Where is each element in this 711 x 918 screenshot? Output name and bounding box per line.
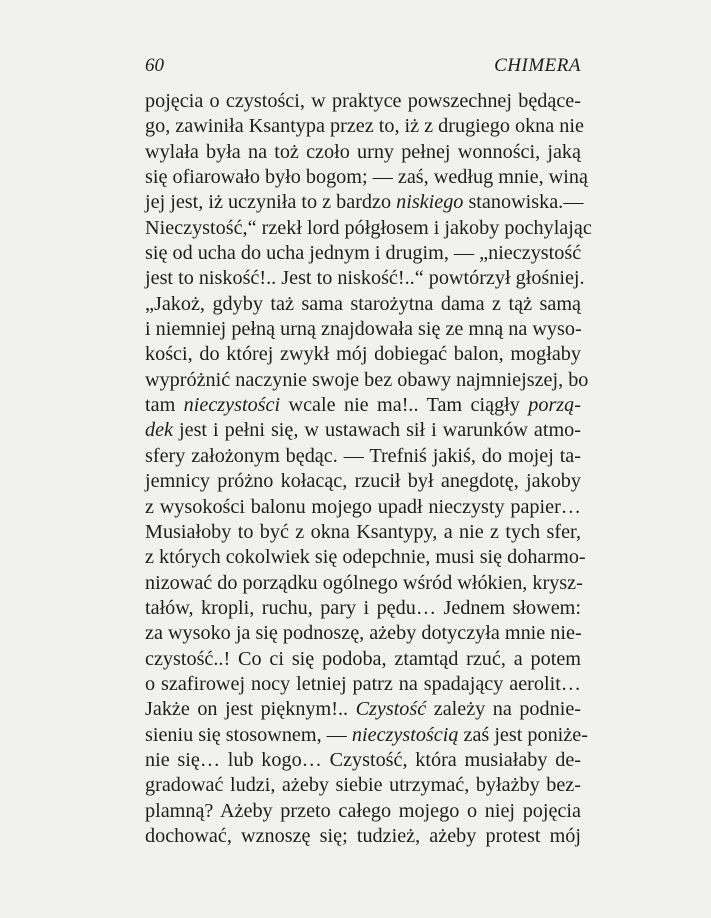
- italic-text: niskiego: [396, 191, 464, 214]
- text-line: [145, 824, 581, 849]
- text-line: [145, 723, 588, 748]
- journal-title: CHIMERA: [494, 55, 581, 76]
- italic-text: nieczystości: [183, 394, 281, 417]
- text-line: [145, 469, 581, 494]
- text-segment: „Jakoż, gdyby taż sama starożytna dama z tąż samą: [145, 292, 581, 315]
- text-line: [145, 241, 581, 266]
- page-number: 60: [145, 55, 164, 76]
- text-segment: pojęcia o czystości, w praktyce powszechnej będące-: [145, 90, 581, 112]
- text-line: [145, 114, 584, 139]
- text-line: [145, 89, 581, 114]
- text-segment: czystość..! Co ci się podoba, ztamtąd rzuć, a potem: [145, 647, 581, 670]
- text-segment: dochować, wznoszę się; tudzież, ażeby protest mój: [145, 824, 581, 847]
- text-segment: sieniu się stosownem, —: [145, 723, 352, 746]
- text-line: [145, 292, 581, 317]
- text-segment: się ofiarowało było bogom; — zaś, według mnie, winą: [145, 166, 588, 189]
- text-line: [145, 596, 581, 621]
- text-line: [145, 571, 581, 596]
- text-line: [145, 672, 581, 697]
- text-line: [145, 697, 581, 722]
- running-head: [145, 53, 581, 79]
- text-line: [145, 799, 581, 824]
- italic-text: nieczystością: [351, 723, 459, 746]
- text-line: [145, 444, 581, 469]
- text-segment: Jakże on jest pięknym!..: [145, 698, 356, 721]
- text-line: [145, 418, 581, 443]
- italic-text: porzą-: [528, 394, 581, 417]
- text-segment: i niemniej pełną urną znajdowała się ze mną na wyso-: [145, 318, 582, 341]
- text-line: [145, 190, 584, 215]
- text-line: [145, 317, 581, 342]
- text-line: [145, 140, 581, 165]
- text-segment: zaś jest poniże-: [458, 723, 588, 746]
- text-segment: z których cokolwiek się odepchnie, musi się doharmo-: [145, 546, 586, 569]
- text-line: [145, 368, 589, 393]
- text-segment: jest to niskość!.. Jest to niskość!..“ powtórzył głośniej.: [145, 267, 585, 290]
- text-line: [145, 216, 592, 241]
- text-segment: Musiałoby to być z okna Ksantypy, a nie z tych sfer,: [145, 520, 581, 543]
- text-line: [145, 773, 581, 798]
- text-line: [145, 495, 581, 520]
- text-line: [145, 393, 581, 418]
- text-segment: nizować do porządku ogólnego wśród włókien, krysz-: [145, 571, 583, 594]
- text-line: [145, 266, 585, 291]
- text-segment: nie się… lub kogo… Czystość, która musiałaby de-: [145, 748, 581, 771]
- text-segment: jemnicy próżno kołacąc, rzucił był anegdotę, jakoby: [145, 470, 581, 493]
- text-segment: stanowiska.—: [463, 191, 584, 214]
- text-segment: tałów, kropli, ruchu, pary i pędu… Jednem słowem:: [145, 596, 581, 619]
- text-segment: wypróżnić naczynie swoje bez obawy najmniejszej, bo: [145, 368, 589, 391]
- text-segment: o szafirowej nocy letniej patrz na spadający aerolit…: [145, 672, 581, 695]
- text-line: [145, 520, 581, 545]
- text-segment: Nieczystość,“ rzekł lord półgłosem i jakoby pochylając: [145, 216, 592, 239]
- text-segment: go, zawiniła Ksantypa przez to, iż z drugiego okna nie: [145, 115, 584, 138]
- text-segment: zależy na podnie-: [426, 698, 582, 721]
- text-segment: za wysoko ja się podnoszę, ażeby dotyczyła mnie nie-: [145, 622, 582, 645]
- text-segment: z wysokości balonu mojego upadł nieczysty papier…: [145, 495, 581, 518]
- text-segment: wylała była na toż czoło urny pełnej wonności, jaką: [145, 140, 581, 163]
- text-line: [145, 342, 581, 367]
- text-segment: się od ucha do ucha jednym i drugim, — „nieczystość: [145, 242, 582, 265]
- text-line: [145, 545, 586, 570]
- text-line: [145, 165, 588, 190]
- text-segment: plamną? Ażeby przeto całego mojego o niej pojęcia: [145, 799, 581, 822]
- text-segment: jej jest, iż uczyniła to z bardzo: [145, 191, 397, 214]
- italic-text: Czystość: [355, 698, 427, 721]
- body-text: [145, 89, 592, 849]
- text-segment: kości, do której zwykł mój dobiegać balon, mogłaby: [145, 343, 581, 366]
- text-segment: gradować ludzi, ażeby siebie utrzymać, byłażby bez-: [145, 774, 581, 797]
- text-segment: jest i pełni się, w ustawach sił i warunków atmo-: [173, 419, 581, 442]
- italic-text: dek: [145, 419, 174, 442]
- text-line: [145, 748, 581, 773]
- text-segment: wcale nie ma!.. Tam ciągły: [280, 394, 529, 417]
- text-line: [145, 647, 581, 672]
- text-line: [145, 621, 581, 646]
- text-segment: sfery założonym będąc. — Trefniś jakiś, do mojej ta-: [145, 444, 581, 467]
- text-segment: tam: [145, 394, 184, 417]
